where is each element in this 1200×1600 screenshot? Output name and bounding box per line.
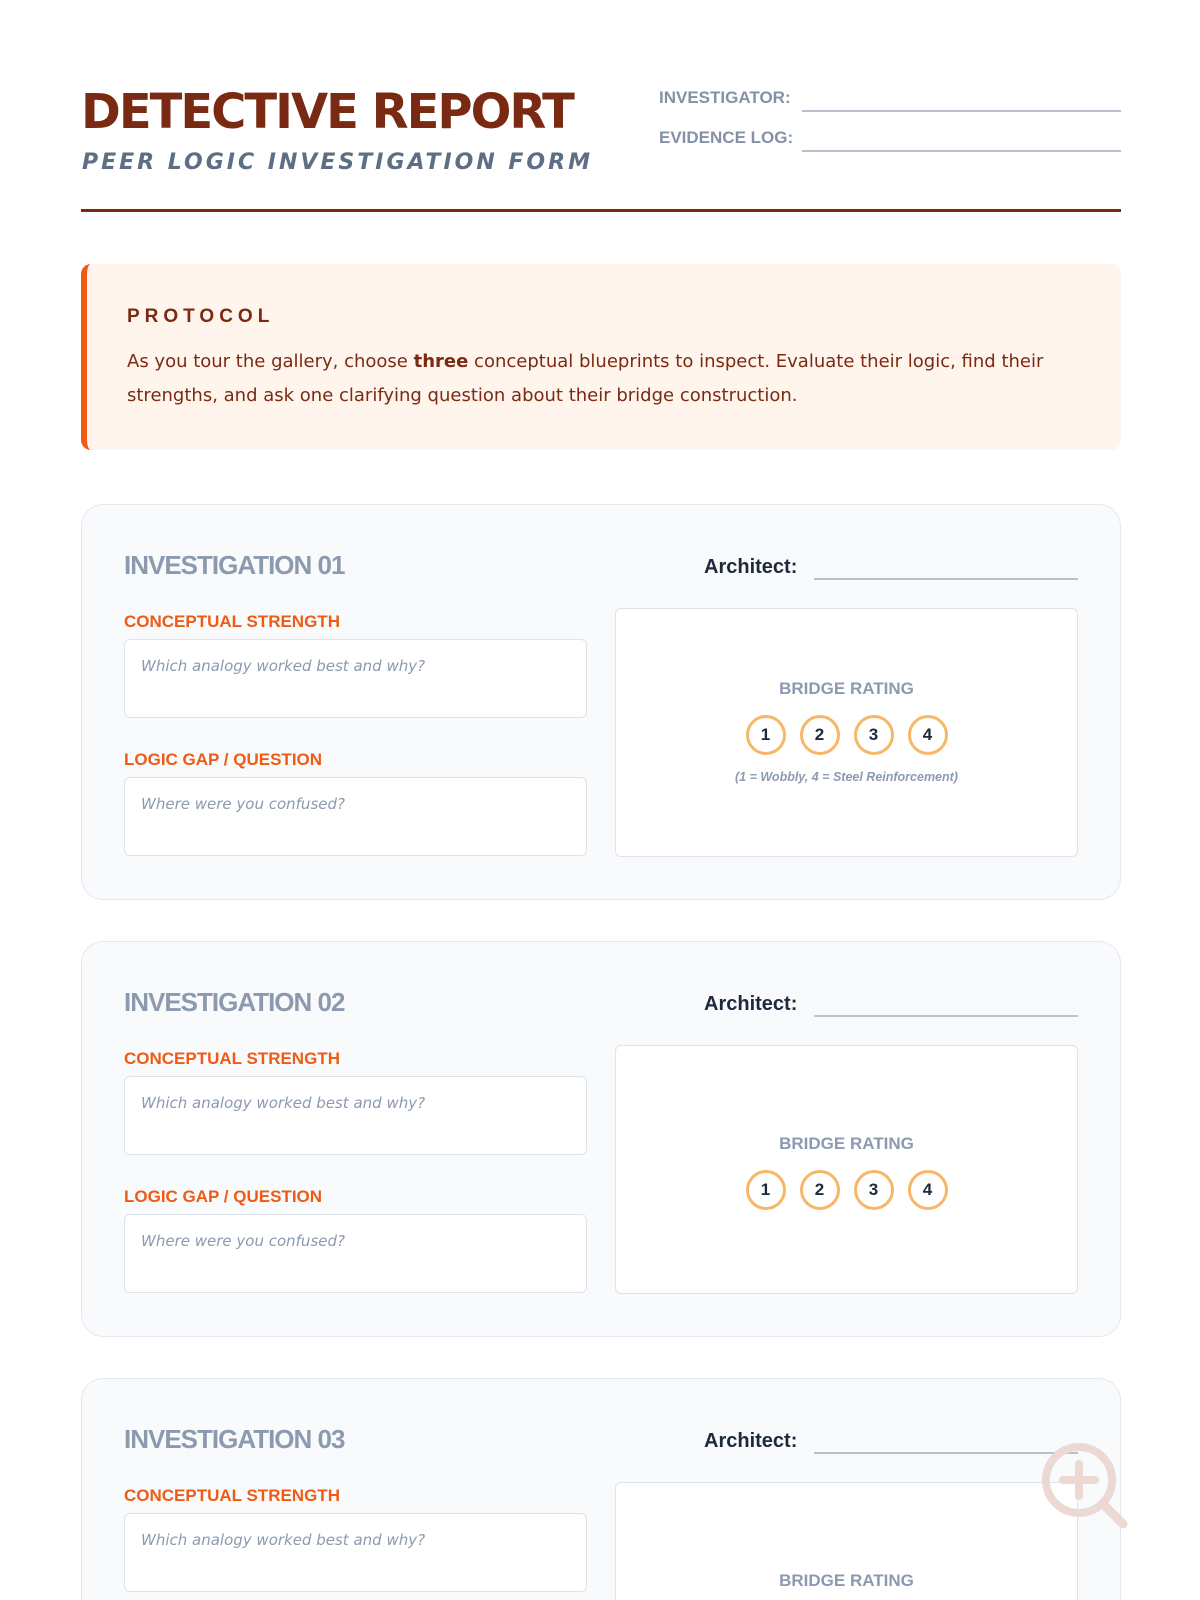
- protocol-callout: [81, 264, 1121, 450]
- rating-option-3[interactable]: 3: [854, 1170, 894, 1210]
- protocol-text-after: conceptual blueprints to inspect. Evaluate their logic, find their strengths, and ask one clarifying question about their bridge construction.: [127, 351, 1044, 406]
- rating-option-2[interactable]: 2: [800, 715, 840, 755]
- investigation-card-03: [81, 1378, 1121, 1600]
- conceptual-strength-field[interactable]: [124, 1513, 587, 1592]
- investigation-heading: INVESTIGATION 03: [124, 1424, 345, 1454]
- conceptual-strength-field[interactable]: [124, 1076, 587, 1155]
- bridge-rating-options: [616, 715, 1077, 755]
- protocol-text-bold: three: [413, 351, 469, 372]
- protocol-text-before: As you tour the gallery, choose: [127, 351, 414, 372]
- bridge-rating-panel: [615, 1045, 1078, 1294]
- conceptual-strength-field[interactable]: [124, 639, 587, 718]
- protocol-text: [127, 345, 1087, 413]
- rating-option-3[interactable]: 3: [854, 715, 894, 755]
- page-subtitle: PEER LOGIC INVESTIGATION FORM: [82, 150, 593, 175]
- bridge-rating-title: BRIDGE RATING: [779, 679, 914, 698]
- architect-label: Architect:: [704, 556, 798, 578]
- bridge-rating-panel: [615, 1482, 1078, 1600]
- bridge-rating-note: (1 = Wobbly, 4 = Steel Reinforcement): [735, 770, 958, 784]
- logic-gap-placeholder: Where were you confused?: [141, 1232, 345, 1250]
- bridge-rating-title: BRIDGE RATING: [779, 1134, 914, 1153]
- bridge-rating-options: [616, 1170, 1077, 1210]
- rating-option-4[interactable]: 4: [908, 715, 948, 755]
- logic-gap-label: LOGIC GAP / QUESTION: [124, 750, 323, 769]
- architect-label: Architect:: [704, 1430, 798, 1452]
- zoom-in-icon[interactable]: [1035, 1436, 1135, 1536]
- evidence-log-field[interactable]: [659, 126, 1121, 150]
- logic-gap-field[interactable]: [124, 1214, 587, 1293]
- conceptual-strength-label: CONCEPTUAL STRENGTH: [124, 612, 340, 631]
- conceptual-strength-placeholder: Which analogy worked best and why?: [141, 657, 426, 675]
- rating-option-2[interactable]: 2: [800, 1170, 840, 1210]
- architect-label: Architect:: [704, 993, 798, 1015]
- bridge-rating-panel: [615, 608, 1078, 857]
- investigation-card-02: [81, 941, 1121, 1337]
- architect-input-line[interactable]: [814, 1015, 1078, 1017]
- conceptual-strength-label: CONCEPTUAL STRENGTH: [124, 1049, 340, 1068]
- logic-gap-field[interactable]: [124, 777, 587, 856]
- conceptual-strength-label: CONCEPTUAL STRENGTH: [124, 1486, 340, 1505]
- logic-gap-placeholder: Where were you confused?: [141, 795, 345, 813]
- detective-report-page: [81, 0, 1121, 1590]
- architect-input-line[interactable]: [814, 578, 1078, 580]
- investigation-heading: INVESTIGATION 01: [124, 550, 345, 580]
- investigator-field[interactable]: [659, 86, 1121, 110]
- protocol-title: PROTOCOL: [127, 306, 275, 327]
- bridge-rating-title: BRIDGE RATING: [779, 1571, 914, 1590]
- evidence-log-label: EVIDENCE LOG:: [659, 128, 794, 147]
- rating-option-1[interactable]: 1: [746, 1170, 786, 1210]
- conceptual-strength-placeholder: Which analogy worked best and why?: [141, 1094, 426, 1112]
- investigator-label: INVESTIGATOR:: [659, 88, 791, 107]
- evidence-log-input-line[interactable]: [802, 150, 1121, 152]
- investigator-input-line[interactable]: [802, 110, 1121, 112]
- investigation-card-01: [81, 504, 1121, 900]
- logic-gap-label: LOGIC GAP / QUESTION: [124, 1187, 323, 1206]
- page-title: DETECTIVE REPORT: [81, 84, 573, 140]
- investigation-heading: INVESTIGATION 02: [124, 987, 345, 1017]
- report-header: [81, 0, 1121, 212]
- rating-option-1[interactable]: 1: [746, 715, 786, 755]
- rating-option-4[interactable]: 4: [908, 1170, 948, 1210]
- conceptual-strength-placeholder: Which analogy worked best and why?: [141, 1531, 426, 1549]
